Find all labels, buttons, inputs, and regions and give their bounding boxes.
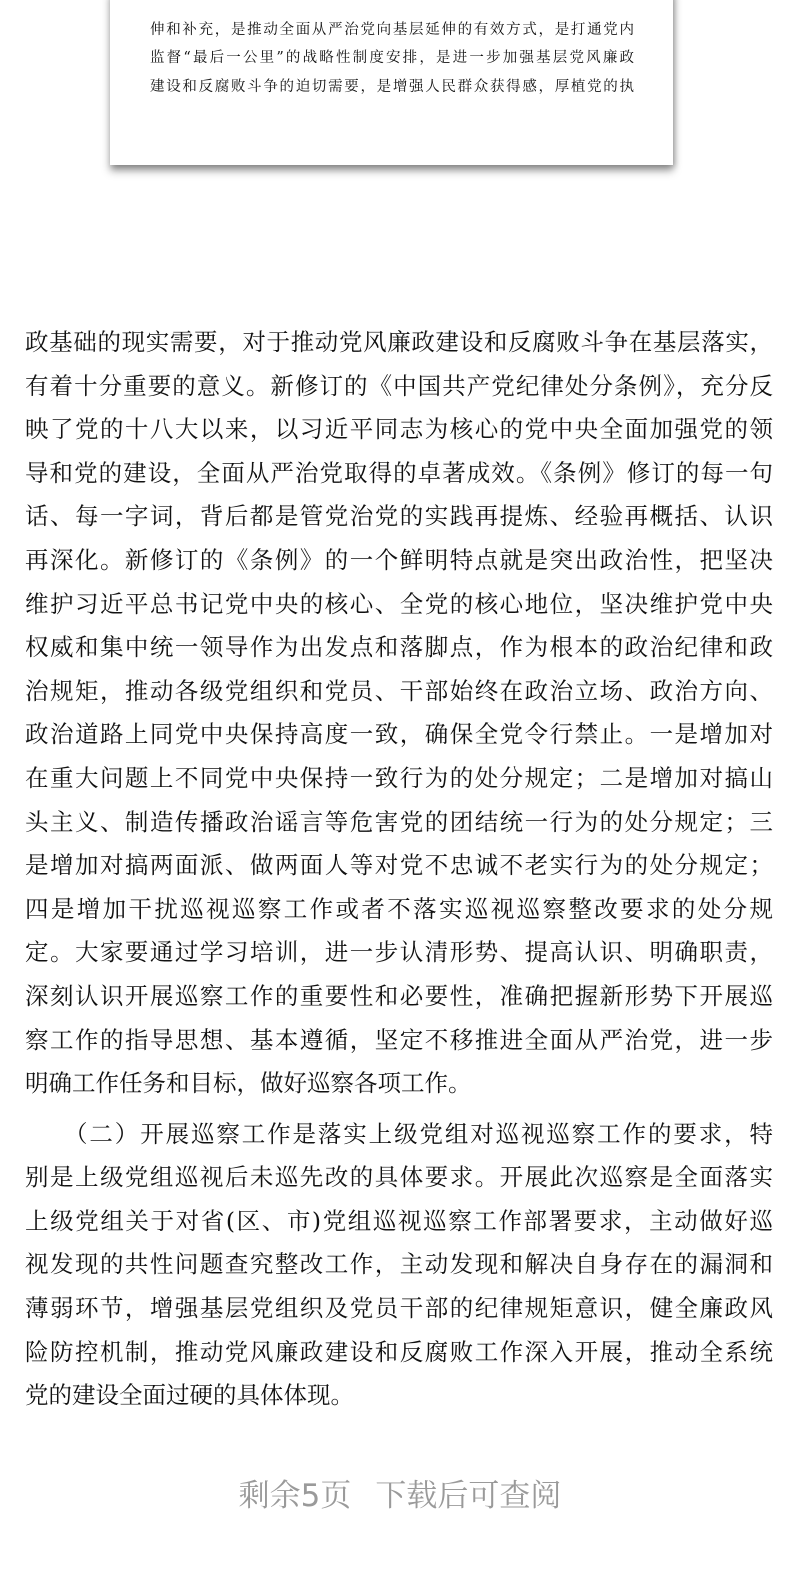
text-line: 是增加对搞两面派、做两面人等对党不忠诚不老实行为的处分规定； xyxy=(25,851,773,880)
preview-page-card xyxy=(110,0,673,165)
document-body xyxy=(25,321,773,1418)
text-line: 政治道路上同党中央保持高度一致，确保全党令行禁止。一是增加对 xyxy=(25,720,773,749)
text-line: （二）开展巡察工作是落实上级党组对巡视巡察工作的要求，特 xyxy=(25,1119,773,1148)
text-line: 上级党组关于对省(区、市)党组巡视巡察工作部署要求，主动做好巡 xyxy=(25,1206,773,1235)
paragraph-2 xyxy=(25,1113,773,1418)
text-line: 别是上级党组巡视后未巡先改的具体要求。开展此次巡察是全面落实 xyxy=(25,1163,773,1192)
card-line: 伸和补充，是推动全面从严治党向基层延伸的有效方式，是打通党内 xyxy=(150,22,634,38)
text-line: 映了党的十八大以来，以习近平同志为核心的党中央全面加强党的领 xyxy=(25,415,773,444)
card-line: 建设和反腐败斗争的迫切需要，是增强人民群众获得感，厚植党的执 xyxy=(150,79,634,95)
remaining-pages-label: 剩余5页 xyxy=(238,1478,352,1514)
text-line: 导和党的建设，全面从严治党取得的卓著成效。《条例》修订的每一句 xyxy=(25,458,773,487)
text-line: 深刻认识开展巡察工作的重要性和必要性，准确把握新形势下开展巡 xyxy=(25,981,773,1010)
text-line: 四是增加干扰巡视巡察工作或者不落实巡视巡察整改要求的处分规 xyxy=(25,894,773,923)
text-line: 头主义、制造传播政治谣言等危害党的团结统一行为的处分规定；三 xyxy=(25,807,773,836)
text-line: 权威和集中统一领导作为出发点和落脚点，作为根本的政治纪律和政 xyxy=(25,633,773,662)
download-hint-label: 下载后可查阅 xyxy=(375,1478,562,1514)
text-line: 明确工作任务和目标，做好巡察各项工作。 xyxy=(25,1069,472,1098)
text-line: 视发现的共性问题查究整改工作，主动发现和解决自身存在的漏洞和 xyxy=(25,1250,773,1279)
text-line: 话、每一字词，背后都是管党治党的实践再提炼、经验再概括、认识 xyxy=(25,502,773,531)
text-line: 险防控机制，推动党风廉政建设和反腐败工作深入开展，推动全系统 xyxy=(25,1337,773,1366)
text-line: 在重大问题上不同党中央保持一致行为的处分规定；二是增加对搞山 xyxy=(25,763,773,792)
remaining-pages-notice[interactable] xyxy=(0,1470,800,1515)
text-line: 有着十分重要的意义。新修订的《中国共产党纪律处分条例》，充分反 xyxy=(25,371,773,400)
card-line: 监督“最后一公里”的战略性制度安排，是进一步加强基层党风廉政 xyxy=(150,50,634,66)
text-line: 再深化。新修订的《条例》的一个鲜明特点就是突出政治性，把坚决 xyxy=(25,545,773,574)
text-line: 治规矩，推动各级党组织和党员、干部始终在政治立场、政治方向、 xyxy=(25,676,773,705)
text-line: 察工作的指导思想、基本遵循，坚定不移推进全面从严治党，进一步 xyxy=(25,1025,773,1054)
text-line: 定。大家要通过学习培训，进一步认清形势、提高认识、明确职责， xyxy=(25,938,773,967)
text-line: 薄弱环节，增强基层党组织及党员干部的纪律规矩意识，健全廉政风 xyxy=(25,1294,773,1323)
text-line: 维护习近平总书记党中央的核心、全党的核心地位，坚决维护党中央 xyxy=(25,589,773,618)
text-line: 政基础的现实需要，对于推动党风廉政建设和反腐败斗争在基层落实， xyxy=(25,328,773,356)
paragraph-1 xyxy=(25,321,773,1106)
text-line: 党的建设全面过硬的具体体现。 xyxy=(25,1381,354,1410)
